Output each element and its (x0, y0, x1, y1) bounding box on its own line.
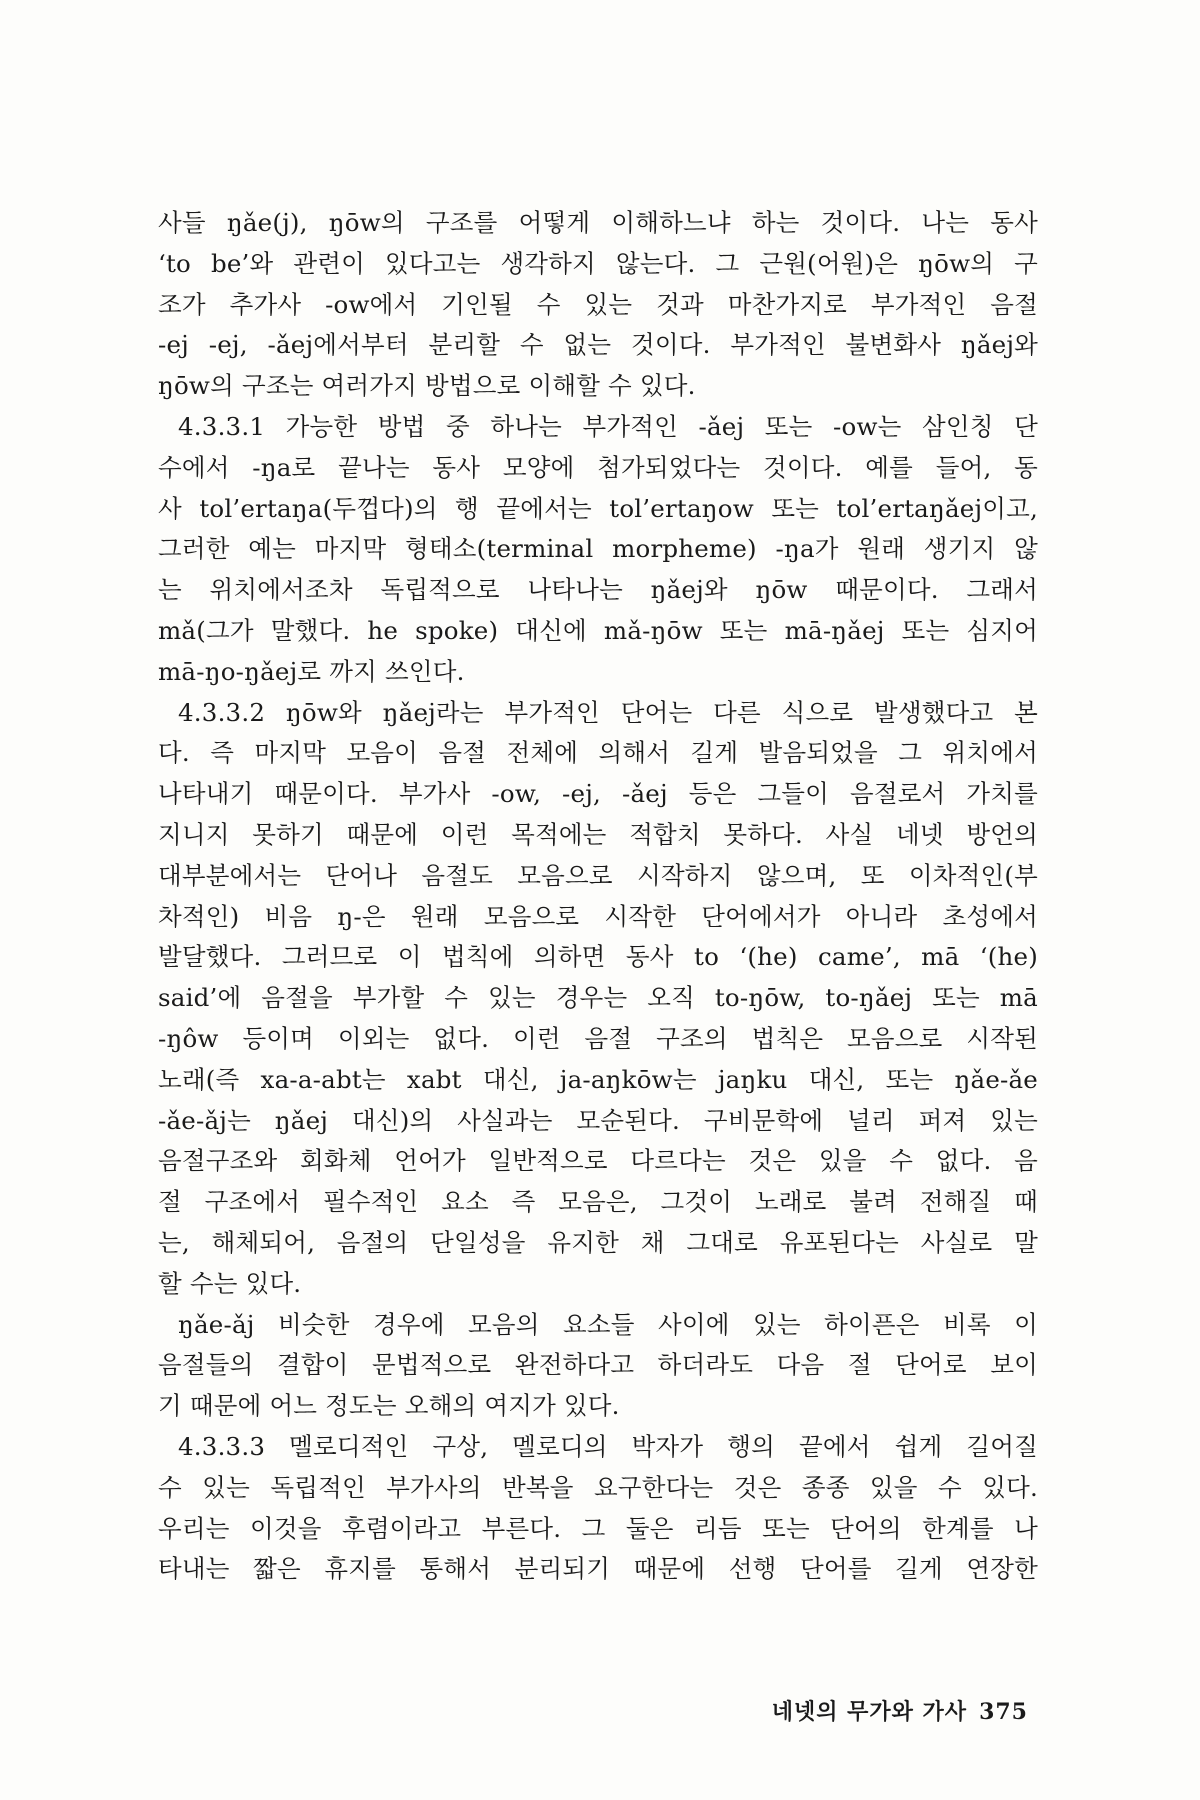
text-line: 4.3.3.3 멜로디적인 구상, 멜로디의 박자가 행의 끝에서 쉽게 길어질 (178, 1431, 1038, 1461)
text-line: 조가 추가사 -ow에서 기인될 수 있는 것과 마찬가지로 부가적인 음절 (158, 289, 1038, 319)
text-line: 그러한 예는 마지막 형태소(terminal morpheme) -ŋa가 원래 생기지 않 (158, 534, 1038, 564)
text-line: 음절구조와 회화체 언어가 일반적으로 다르다는 것은 있을 수 없다. 음 (158, 1146, 1038, 1176)
text-line: 는 위치에서조차 독립적으로 나타나는 ŋǎej와 ŋōw 때문이다. 그래서 (158, 575, 1038, 605)
text-line: 나타내기 때문이다. 부가사 -ow, -ej, -ǎej 등은 그들이 음절로서 가치를 (158, 779, 1038, 809)
text-line: 할 수는 있다. (158, 1268, 302, 1298)
text-line: said’에 음절을 부가할 수 있는 경우는 오직 to-ŋōw, to-ŋǎej 또는 mā (158, 983, 1038, 1013)
text-line: 는, 해체되어, 음절의 단일성을 유지한 채 그대로 유포된다는 사실로 말 (158, 1227, 1038, 1257)
text-line: ‘to be’와 관련이 있다고는 생각하지 않는다. 그 근원(어원)은 ŋōw의 구 (158, 248, 1038, 278)
text-line: 다. 즉 마지막 모음이 음절 전체에 의해서 길게 발음되었을 그 위치에서 (158, 738, 1038, 768)
text-line: -ej -ej, -ǎej에서부터 분리할 수 없는 것이다. 부가적인 불변화사 ŋǎej와 (158, 330, 1038, 360)
text-line: 4.3.3.2 ŋōw와 ŋǎej라는 부가적인 단어는 다른 식으로 발생했다고 본 (178, 697, 1038, 727)
text-line: -ǎe-ǎj는 ŋǎej 대신)의 사실과는 모순된다. 구비문학에 널리 퍼져 있는 (158, 1105, 1038, 1135)
text-line: 수에서 -ŋa로 끝나는 동사 모양에 첨가되었다는 것이다. 예를 들어, 동 (158, 452, 1038, 482)
body-text (158, 203, 1038, 1590)
text-line: 발달했다. 그러므로 이 법칙에 의하면 동사 to ‘(he) came’, mā ‘(he) (158, 942, 1038, 972)
text-line: -ŋôw 등이며 이외는 없다. 이런 음절 구조의 법칙은 모음으로 시작된 (158, 1023, 1038, 1053)
text-line: 음절들의 결합이 문법적으로 완전하다고 하더라도 다음 절 단어로 보이 (158, 1350, 1038, 1380)
text-line: 타내는 짧은 휴지를 통해서 분리되기 때문에 선행 단어를 길게 연장한 (158, 1554, 1038, 1584)
text-line: 노래(즉 xa-a-abt는 xabt 대신, ja-aŋkōw는 jaŋku 대신, 또는 ŋǎe-ǎe (158, 1064, 1038, 1094)
page-footer (772, 1695, 1028, 1726)
text-line: ŋōw의 구조는 여러가지 방법으로 이해할 수 있다. (158, 371, 696, 401)
text-line: ŋǎe-ǎj 비슷한 경우에 모음의 요소들 사이에 있는 하이픈은 비록 이 (178, 1309, 1038, 1339)
text-line: mā-ŋo-ŋǎej로 까지 쓰인다. (158, 656, 465, 686)
text-line: 사 tol’ertaŋa(두껍다)의 행 끝에서는 tol’ertaŋow 또는 tol’ertaŋǎej이고, (158, 493, 1038, 523)
text-line: 사들 ŋǎe(j), ŋōw의 구조를 어떻게 이해하느냐 하는 것이다. 나는 동사 (158, 208, 1038, 237)
page-number: 375 (979, 1699, 1028, 1725)
text-line: 대부분에서는 단어나 음절도 모음으로 시작하지 않으며, 또 이차적인(부 (158, 860, 1038, 890)
text-line: 차적인) 비음 ŋ-은 원래 모음으로 시작한 단어에서가 아니라 초성에서 (158, 901, 1038, 931)
text-line: 지니지 못하기 때문에 이런 목적에는 적합치 못하다. 사실 네넷 방언의 (158, 819, 1038, 849)
text-line: 4.3.3.1 가능한 방법 중 하나는 부가적인 -ǎej 또는 -ow는 삼인칭 단 (178, 411, 1038, 441)
text-line: 수 있는 독립적인 부가사의 반복을 요구한다는 것은 종종 있을 수 있다. (158, 1472, 1038, 1502)
text-line: 기 때문에 어느 정도는 오해의 여지가 있다. (158, 1391, 620, 1421)
text-line: 절 구조에서 필수적인 요소 즉 모음은, 그것이 노래로 불려 전해질 때 (158, 1187, 1038, 1217)
text-line: 우리는 이것을 후렴이라고 부른다. 그 둘은 리듬 또는 단어의 한계를 나 (158, 1513, 1038, 1543)
text-line: mǎ(그가 말했다. he spoke) 대신에 mǎ-ŋōw 또는 mā-ŋǎej 또는 심지어 (158, 615, 1038, 645)
running-title: 네넷의 무가와 가사 (771, 1699, 968, 1725)
